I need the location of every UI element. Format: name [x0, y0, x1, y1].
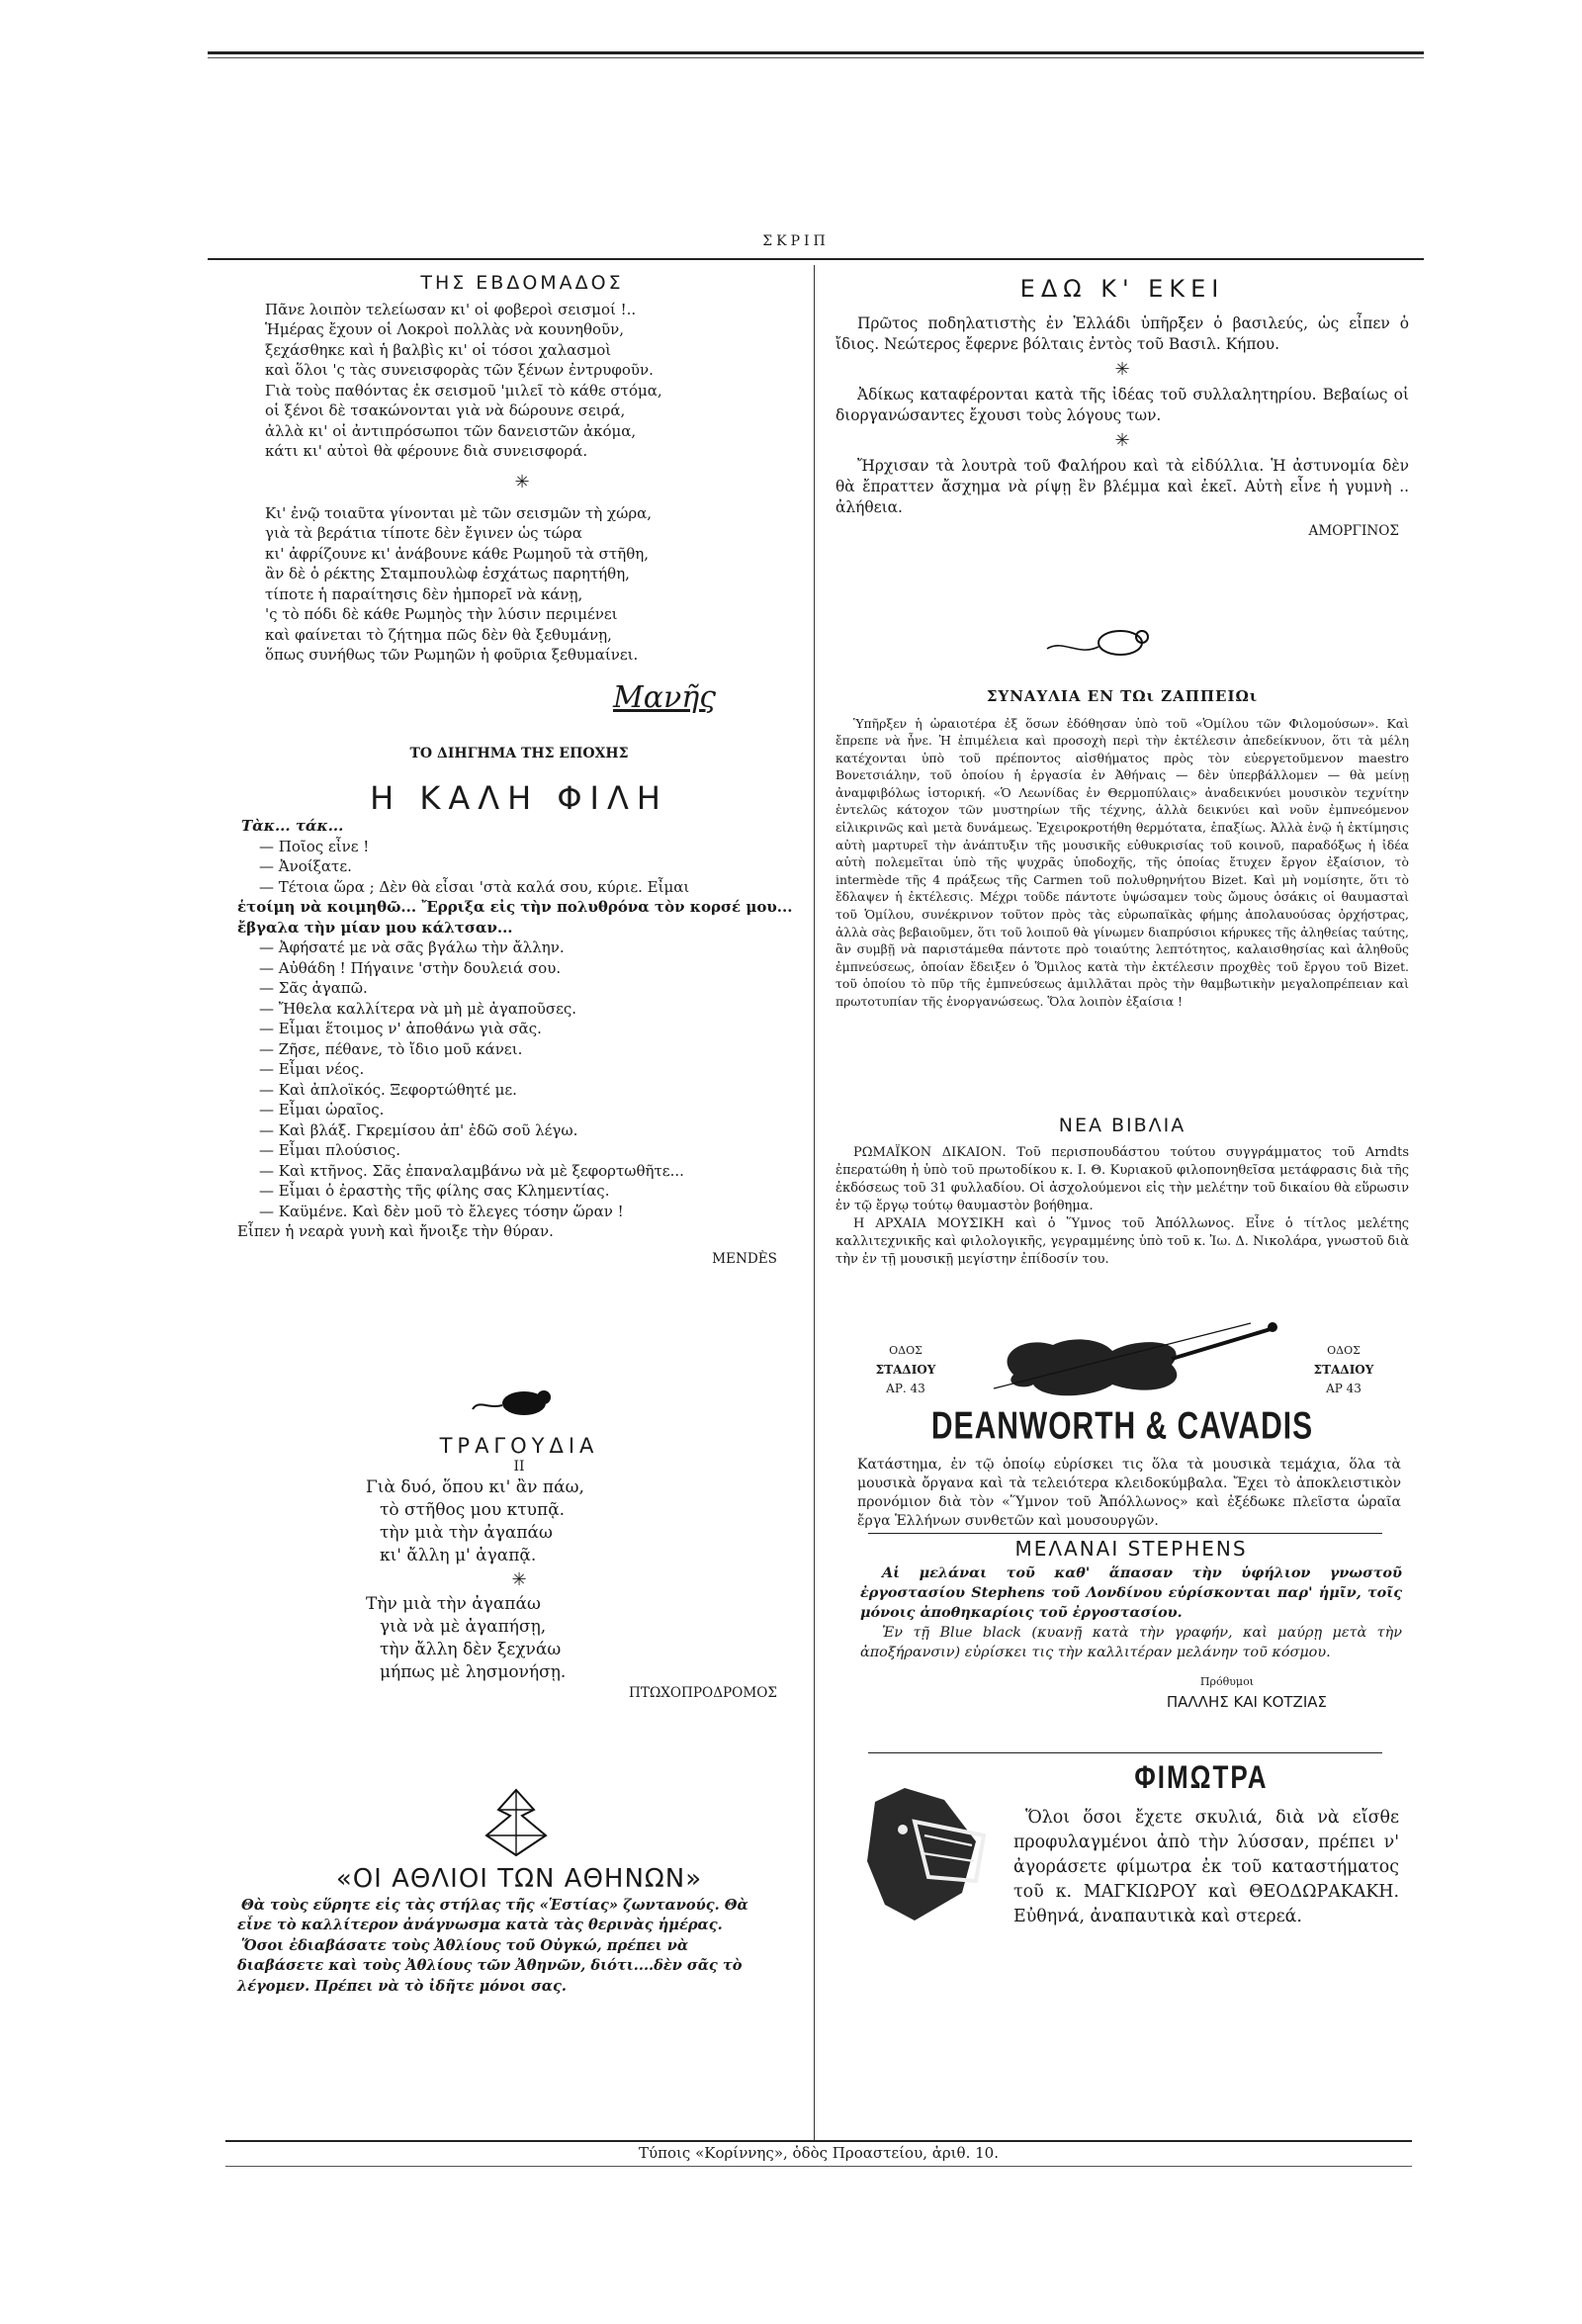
dog-head-icon [845, 1782, 994, 1930]
ink-label: Πρόθυμοι [1199, 1674, 1254, 1688]
story-line: — Καϋμένε. Καὶ δὲν μοῦ τὸ ἔλεγες τόσην ὥραν ! [259, 1202, 624, 1220]
header-rule [208, 258, 1424, 260]
ink-ad [860, 1539, 1402, 1713]
address-label: ΟΔΟΣ [1327, 1344, 1361, 1357]
verse-line: τὸ στῆθος μου κτυπᾷ. [380, 1500, 566, 1520]
mouse-illustration-right [1043, 621, 1162, 665]
verse-line: Ἡμέρας ἔχουν οἱ Λοκροὶ πολλὰς νὰ κουνηθοῦν, [265, 320, 625, 338]
star-ornament: ✳ [514, 471, 530, 492]
books-paragraph-2: Η ΑΡΧΑΙΑ ΜΟΥΣΙΚΗ καὶ ὁ Ὕμνος τοῦ Ἀπόλλωνος. Εἶνε ὁ τίτλος μελέτης καλλιτεχνικῆς καὶ φιλολογικῆς, γεγραμμένης ὑπὸ τοῦ κ. Ἰω. Δ. Νικολάρα, γνωστοῦ διὰ τὴν ἐν τῇ μουσικῇ μεγίστην ἐπίδοσίν του. [835, 1215, 1410, 1267]
ink-paragraph-2: Ἐν τῇ Blue black (κυανῇ κατὰ τὴν γραφήν, καὶ μαύρῃ μετὰ τὴν ἀποξήρανσιν) εὑρίσκει τις τὴν καλλιτέραν μελάνην τοῦ κόσμου. [860, 1624, 1402, 1660]
story-line: — Καὶ ἀπλοϊκός. Ξεφορτώθητέ με. [259, 1080, 517, 1099]
star-ornament: ✳ [511, 1569, 527, 1590]
address-street: ΣΤΑΔΙΟΥ [1313, 1362, 1374, 1377]
story-line: — Καὶ βλάξ. Γκρεμίσου ἀπ' ἐδῶ σοῦ λέγω. [259, 1120, 578, 1139]
songs-numeral: II [513, 1458, 525, 1475]
column-divider [814, 265, 815, 2141]
story-line: ἔβγαλα τὴν μίαν μου κάλτσαν... [237, 918, 513, 937]
story-section [237, 744, 801, 1269]
story-dialogue [237, 837, 801, 1242]
verse-line: τὴν μιὰ τὴν ἀγαπάω [380, 1523, 553, 1543]
verse-line: τὴν ἄλλη δὲν ξεχνάω [380, 1640, 562, 1659]
week-signature [613, 680, 811, 726]
books-title: ΝΕΑ ΒΙΒΛΙΑ [1058, 1115, 1186, 1136]
songs-author: ΠΤΩΧΟΠΡΟΔΡΟΜΟΣ [629, 1685, 777, 1701]
muzzle-ad [835, 1760, 1409, 1948]
verse-line: μήπως μὲ λησμονήσῃ. [380, 1662, 567, 1682]
concert-section [835, 686, 1409, 1011]
top-rule-thin [208, 57, 1424, 58]
bottom-rule [225, 2140, 1412, 2142]
week-stanza-1 [245, 300, 799, 462]
mouse-icon [1043, 621, 1162, 665]
songs-stanza-2 [237, 1593, 801, 1684]
muzzle-text: Ὅλοι ὅσοι ἔχετε σκυλιά, διὰ νὰ εἴσθε προφυλαγμένοι ἀπὸ τὴν λύσσαν, πρέπει ν' ἀγοράσετε φίμωτρα ἐκ τοῦ καταστήματος τοῦ κ. ΜΑΓΚΙΩΡΟΥ καὶ ΘΕΟΔΩΡΑΚΑΚΗ. Εὐθηνά, ἀναπαυτικὰ καὶ στερεά. [1013, 1808, 1399, 1926]
violin-icon [954, 1315, 1280, 1404]
address-street: ΣΤΑΔΙΟΥ [875, 1362, 936, 1377]
muzzle-title: ΦΙΜΩΤΡΑ [1134, 1758, 1269, 1796]
violin-illustration [954, 1315, 1280, 1404]
story-title: Η ΚΑΛΗ ΦΙΛΗ [370, 778, 668, 817]
ink-names: ΠΑΛΛΗΣ ΚΑΙ ΚΟΤΖΙΑΣ [1166, 1693, 1327, 1711]
story-line: — Εἶμαι ὡραῖος. [259, 1101, 385, 1118]
verse-line: ὅπως συνήθως τῶν Ρωμηῶν ἡ φοῦρια ξεθυμαίνει. [265, 646, 639, 664]
verse-line: Κι' ἐνῷ τοιαῦτα γίνονται μὲ τῶν σεισμῶν τὴ χώρα, [265, 503, 653, 522]
ink-title: ΜΕΛΑΝΑΙ STEPHENS [1014, 1537, 1248, 1561]
athlioi-line: διαβάσετε καὶ τοὺς Ἀθλίους τῶν Ἀθηνῶν, διότι....δὲν σᾶς τὸ λέγομεν. Πρέπει νὰ τὸ ἰδῆτε μόνοι σας. [237, 1957, 743, 1995]
verse-line: κι' ἀφρίζουνε κι' ἀνάβουνε κάθε Ρωμηοῦ τὰ στῆθη, [265, 544, 649, 563]
signature-text: Μανῆς [613, 680, 716, 715]
deanworth-name: DEANWORTH & CAVADIS [930, 1404, 1314, 1448]
story-opening: Τὰκ... τάκ... [241, 817, 344, 835]
origami-illustration [477, 1786, 556, 1859]
verse-line: κι' ἄλλη μ' ἀγαπᾷ. [380, 1546, 537, 1565]
verse-line: ξεχάσθηκε καὶ ἡ βαλβὶς κι' οἱ τόσοι χαλασμοὶ [265, 340, 612, 359]
athlioi-section [237, 1864, 801, 1997]
athlioi-line: Ὅσοι ἐδιαβάσατε τοὺς Ἀθλίους τοῦ Οὐγκώ, πρέπει νὰ [241, 1936, 689, 1954]
verse-line: 'ς τὸ πόδι δὲ κάθε Ρωμηὸς τὴν λύσιν περιμένει [265, 605, 618, 623]
story-line: Εἶπεν ἡ νεαρὰ γυνὴ καὶ ἤνοιξε τὴν θύραν. [237, 1222, 554, 1240]
paper-boat-icon [477, 1786, 556, 1859]
verse-line: Πᾶνε λοιπὸν τελείωσαν κι' οἱ φοβεροὶ σεισμοί !.. [265, 300, 637, 318]
songs-section [237, 1436, 801, 1704]
edo-author: ΑΜΟΡΓΙΝΟΣ [1308, 522, 1399, 539]
songs-stanza-1 [237, 1476, 801, 1567]
verse-line: γιὰ τὰ βεράτια τίποτε δὲν ἔγινεν ὡς τώρα [265, 524, 582, 542]
verse-line: κάτι κι' αὐτοὶ θὰ φέρουνε διὰ συνεισφορά. [265, 442, 588, 460]
address-number: ΑΡ. 43 [886, 1382, 925, 1395]
verse-line: καὶ φαίνεται τὸ ζήτημα πῶς δὲν θὰ ξεθυμάνῃ, [265, 625, 612, 644]
story-line: — Σᾶς ἀγαπῶ. [259, 979, 368, 997]
story-line: — Ποῖος εἶνε ! [259, 837, 370, 855]
athlioi-line: εἶνε τὸ καλλίτερον ἀνάγνωσμα κατὰ τὰς θερινὰς ἡμέρας. [237, 1917, 723, 1933]
top-rule [208, 51, 1424, 54]
edo-paragraph-1: Πρῶτος ποδηλατιστὴς ἐν Ἑλλάδι ὑπῆρξεν ὁ βασιλεύς, ὡς εἶπεν ὁ ἴδιος. Νεώτερος ἔφερνε βόλταις ἐντὸς τοῦ Βασιλ. Κήπου. [835, 313, 1409, 353]
story-line: — Καὶ κτῆνος. Σᾶς ἐπαναλαμβάνω νὰ μὲ ξεφορτωθῆτε... [259, 1161, 684, 1180]
ad-separator [868, 1752, 1382, 1753]
week-section [245, 273, 799, 666]
story-line: ἑτοίμη νὰ κοιμηθῶ... Ἔρριξα εἰς τὴν πολυθρόνα τὸν κορσέ μου... [237, 898, 793, 916]
verse-line: Τὴν μιὰ τὴν ἀγαπάω [366, 1594, 541, 1614]
story-line: — Αὐθάδη ! Πήγαινε 'στὴν δουλειά σου. [259, 958, 562, 977]
verse-line: Γιὰ δυό, ὅπου κι' ἂν πάω, [366, 1477, 584, 1497]
address-left [861, 1341, 950, 1399]
printer-imprint: Τύποις «Κορίννης», ὁδὸς Προαστείου, ἀριθ. 10. [639, 2144, 999, 2162]
ink-paragraph-1: Αἱ μελάναι τοῦ καθ' ἅπασαν τὴν ὑφήλιον γνωστοῦ ἐργοστασίου Stephens τοῦ Λονδίνου εὑρίσκονται παρ' ἡμῖν, τοῖς μόνοις ἀποθηκαρίοις τοῦ ἐργοστασίου. [860, 1564, 1402, 1621]
deanworth-ad [835, 1315, 1409, 1529]
verse-line: καὶ ὅλοι 'ς τὰς συνεισφορὰς τῶν ξένων ἐντρυφοῦν. [265, 361, 654, 379]
verse-line: Γιὰ τοὺς παθόντας ἐκ σεισμοῦ 'μιλεῖ τὸ κάθε στόμα, [265, 381, 662, 400]
deanworth-text: Κατάστημα, ἐν τῷ ὁποίῳ εὑρίσκει τις ὅλα τὰ μουσικὰ τεμάχια, ὅλα τὰ μουσικὰ ὄργανα καὶ τὰ τελειότερα κλειδοκύμβαλα. Ἔχει τὸ ἀποκλειστικὸν προνόμιον διὰ τὸν «Ὕμνον τοῦ Ἀπόλλωνος» καὶ ἐξέδωκε πλεῖστα ὡραῖα ἔργα Ἑλλήνων συνθετῶν καὶ μουσουργῶν. [857, 1457, 1401, 1529]
masthead-title: ΣΚΡΙΠ [762, 233, 830, 249]
athlioi-title: «ΟΙ ΑΘΛΙΟΙ ΤΩΝ ΑΘΗΝΩΝ» [335, 1864, 703, 1894]
athlioi-line: Θὰ τοὺς εὕρητε εἰς τὰς στήλας τῆς «Ἑστίας» ζωντανούς. Θὰ [241, 1896, 748, 1914]
verse-line: τίποτε ἡ παραίτησις δὲν ἠμπορεῖ νὰ κάνῃ, [265, 584, 583, 603]
edo-section [835, 275, 1409, 541]
story-line: — Εἶμαι ἕτοιμος ν' ἀποθάνω γιὰ σᾶς. [259, 1020, 542, 1037]
concert-text: Ὑπῆρξεν ἡ ὡραιοτέρα ἐξ ὅσων ἐδόθησαν ὑπὸ τοῦ «Ὁμίλου τῶν Φιλομούσων». Καὶ ἔπρεπε νὰ ἦνε. Ἡ ἐπιμέλεια καὶ προσοχὴ περὶ τὴν ἐκτέλεσιν ἀπεδείκνυον, ὅτι τὰ μέλη κατέχονται ὑπὸ τοῦ πρέποντος αἰσθήματος πρὸς τὸν εὐεργετοῦμενον maestro Βονετσιάλην, τοῦ ὁποίου ἡ ἐργασία ἐν Ἀθήναις — δὲν ὑπερβάλλομεν — θὰ μείνῃ ἀναμφιβόλως ἱστορική. «Ὁ Λεωνίδας ἐν Θερμοπύλαις» ἀναδεικνύει μουσικὸν τεχνίτην ἐντελῶς κάτοχον τῶν μυστηρίων τῆς τέχνης, ἀλλὰ δεικνύει καὶ νοῦν ἐμπνεόμενον εἰλικρινῶς καὶ μετὰ δυνάμεως. Ἐχειροκροτήθη θερμότατα, ἐπαξίως. Ἀλλὰ ἐνῷ ἡ ἐκτίμησις αὐτὴ μαρτυρεῖ τὴν ἀνάπτυξιν τῆς μουσικῆς εὐθυκρισίας τοῦ κοινοῦ, παραδόξως ἡ ἰδέα αὐτὴ πολεμεῖται ὑπὸ τῆς ψυχρᾶς ὑποδοχῆς, τῆς ὁποίας ἔτυχεν ἔργον ἐξαίσιον, τὸ intermède τῆς 4 πράξεως τῆς Carmen τοῦ πολυθρηνήτου Bizet. Καὶ μὴ νομίσητε, ὅτι τὸ ἔδλαψεν ἡ ἐκτέλεσις. Μέχρι τοῦδε πάντοτε ὑψώσαμεν τοὺς ὤμους ὁσάκις οἱ θαυμασταὶ τοῦ Ὁμίλου, συνέκρινον τοῦτον πρὸς τὰς εὐρωπαϊκὰς φήμης ἀπολαυούσας ὀρχήστρας, ἀλλὰ σὰς βεβαιοῦμεν, ὅτι τοῦ λοιποῦ θὰ γίνωμεν διαπρύσιοι κήρυκες τῆς ἀληθείας ταύτης, ἂν συμβῇ νὰ παριστάμεθα πάντοτε πρὸ τοιαύτης λεπτότητος, καλαισθησίας καὶ ἀληθοῦς ἐμπνεύσεως, ὁποίαν ἔδειξεν ὁ Ὅμιλος κατὰ τὴν ἐκτέλεσιν προχθὲς τοῦ ἔργου τοῦ Bizet. τοῦ ὁποίου τὸ πῦρ τῆς ἐμπνεύσεως ἁμιλλᾶται πρὸς τὴν θαμβωτικὴν μεγαλοπρέπειαν καὶ πρωτοτυπίαν τῆς ἐνοργανώσεως. Ὅλα λοιπὸν ἐξαίσια ! [835, 715, 1409, 1009]
mouse-illustration [469, 1380, 568, 1425]
story-line: — Εἶμαι πλούσιος. [259, 1141, 400, 1159]
verse-line: γιὰ νὰ μὲ ἀγαπήσῃ, [380, 1617, 547, 1637]
address-number: ΑΡ 43 [1326, 1382, 1362, 1395]
week-title: ΤΗΣ ΕΒΔΟΜΑΔΟΣ [420, 272, 624, 294]
story-line: — Τέτοια ὥρα ; Δὲν θὰ εἶσαι 'στὰ καλά σου, κύριε. Εἶμαι [259, 877, 690, 896]
story-author: MENDÈS [712, 1250, 777, 1267]
story-line: — Εἶμαι ὁ ἐραστὴς τῆς φίλης σας Κλημεντίας. [259, 1182, 610, 1200]
story-line: — Ἤθελα καλλίτερα νὰ μὴ μὲ ἀγαποῦσες. [259, 999, 577, 1018]
verse-line: ἀλλὰ κι' οἱ ἀντιπρόσωποι τῶν δανειστῶν ἀκόμα, [265, 421, 637, 440]
concert-title: ΣΥΝΑΥΛΙΑ ΕΝ ΤΩι ΖΑΠΠΕΙΩι [986, 687, 1259, 705]
dog-illustration [845, 1782, 994, 1930]
edo-paragraph-2: Ἀδίκως καταφέρονται κατὰ τῆς ἰδέας τοῦ συλλαλητηρίου. Βεβαίως οἱ διοργανώσαντες ἔχουσι τοὺς λόγους των. [835, 385, 1409, 424]
ad-separator [868, 1533, 1382, 1534]
story-line: — Εἶμαι νέος. [259, 1060, 365, 1078]
songs-title: ΤΡΑΓΟΥΔΙΑ [439, 1434, 599, 1458]
books-paragraph-1: ΡΩΜΑΪΚΟΝ ΔΙΚΑΙΟΝ. Τοῦ περισπουδάστου τούτου συγγράμματος τοῦ Arndts ἐπερατώθη ἡ ὑπὸ τοῦ πρωτοδίκου κ. Ι. Θ. Κυριακοῦ φιλοπονηθεῖσα μετάφρασις διὰ τῆς ἐκδόσεως τοῦ 31 φυλλαδίου. Οἱ ἀσχολούμενοι εἰς τὴν μελέτην τοῦ δικαίου θὰ εὕρωσιν ἐν τῷ ἔργῳ τούτῳ θαυμαστὸν βοήθημα. [835, 1144, 1409, 1213]
star-ornament: ✳ [1114, 358, 1130, 380]
address-right [1294, 1341, 1393, 1399]
edo-paragraph-3: Ἤρχισαν τὰ λουτρὰ τοῦ Φαλήρου καὶ τὰ εἰδύλλια. Ἡ ἀστυνομία δὲν θὰ ἔπραττεν ἄσχημα νὰ ρίψῃ ἓν βλέμμα καὶ ἐκεῖ. Αὐτὴ εἶνε ἡ γυμνὴ .. ἀλήθεια. [835, 456, 1409, 516]
mouse-icon [469, 1380, 568, 1425]
star-ornament: ✳ [1114, 429, 1130, 451]
verse-line: οἱ ξένοι δὲ τσακώνονται γιὰ νὰ δώρουνε σειρά, [265, 402, 626, 419]
footer-rule [225, 2166, 1412, 2167]
verse-line: ἂν δὲ ὁ ρέκτης Σταμπουλὼφ ἐσχάτως παρητήθη, [265, 565, 630, 582]
address-label: ΟΔΟΣ [889, 1344, 923, 1357]
story-line: — Ἀνοίξατε. [259, 857, 352, 875]
books-section [835, 1116, 1409, 1269]
story-line: — Ζῆσε, πέθανε, τὸ ἴδιο μοῦ κάνει. [259, 1039, 523, 1058]
edo-title: ΕΔΩ Κ' ΕΚΕΙ [1019, 275, 1225, 303]
week-stanza-2 [245, 503, 799, 666]
story-kicker: ΤΟ ΔΙΗΓΗΜΑ ΤΗΣ ΕΠΟΧΗΣ [409, 746, 629, 761]
story-line: — Ἀφήσατέ με νὰ σᾶς βγάλω τὴν ἄλλην. [259, 939, 565, 956]
